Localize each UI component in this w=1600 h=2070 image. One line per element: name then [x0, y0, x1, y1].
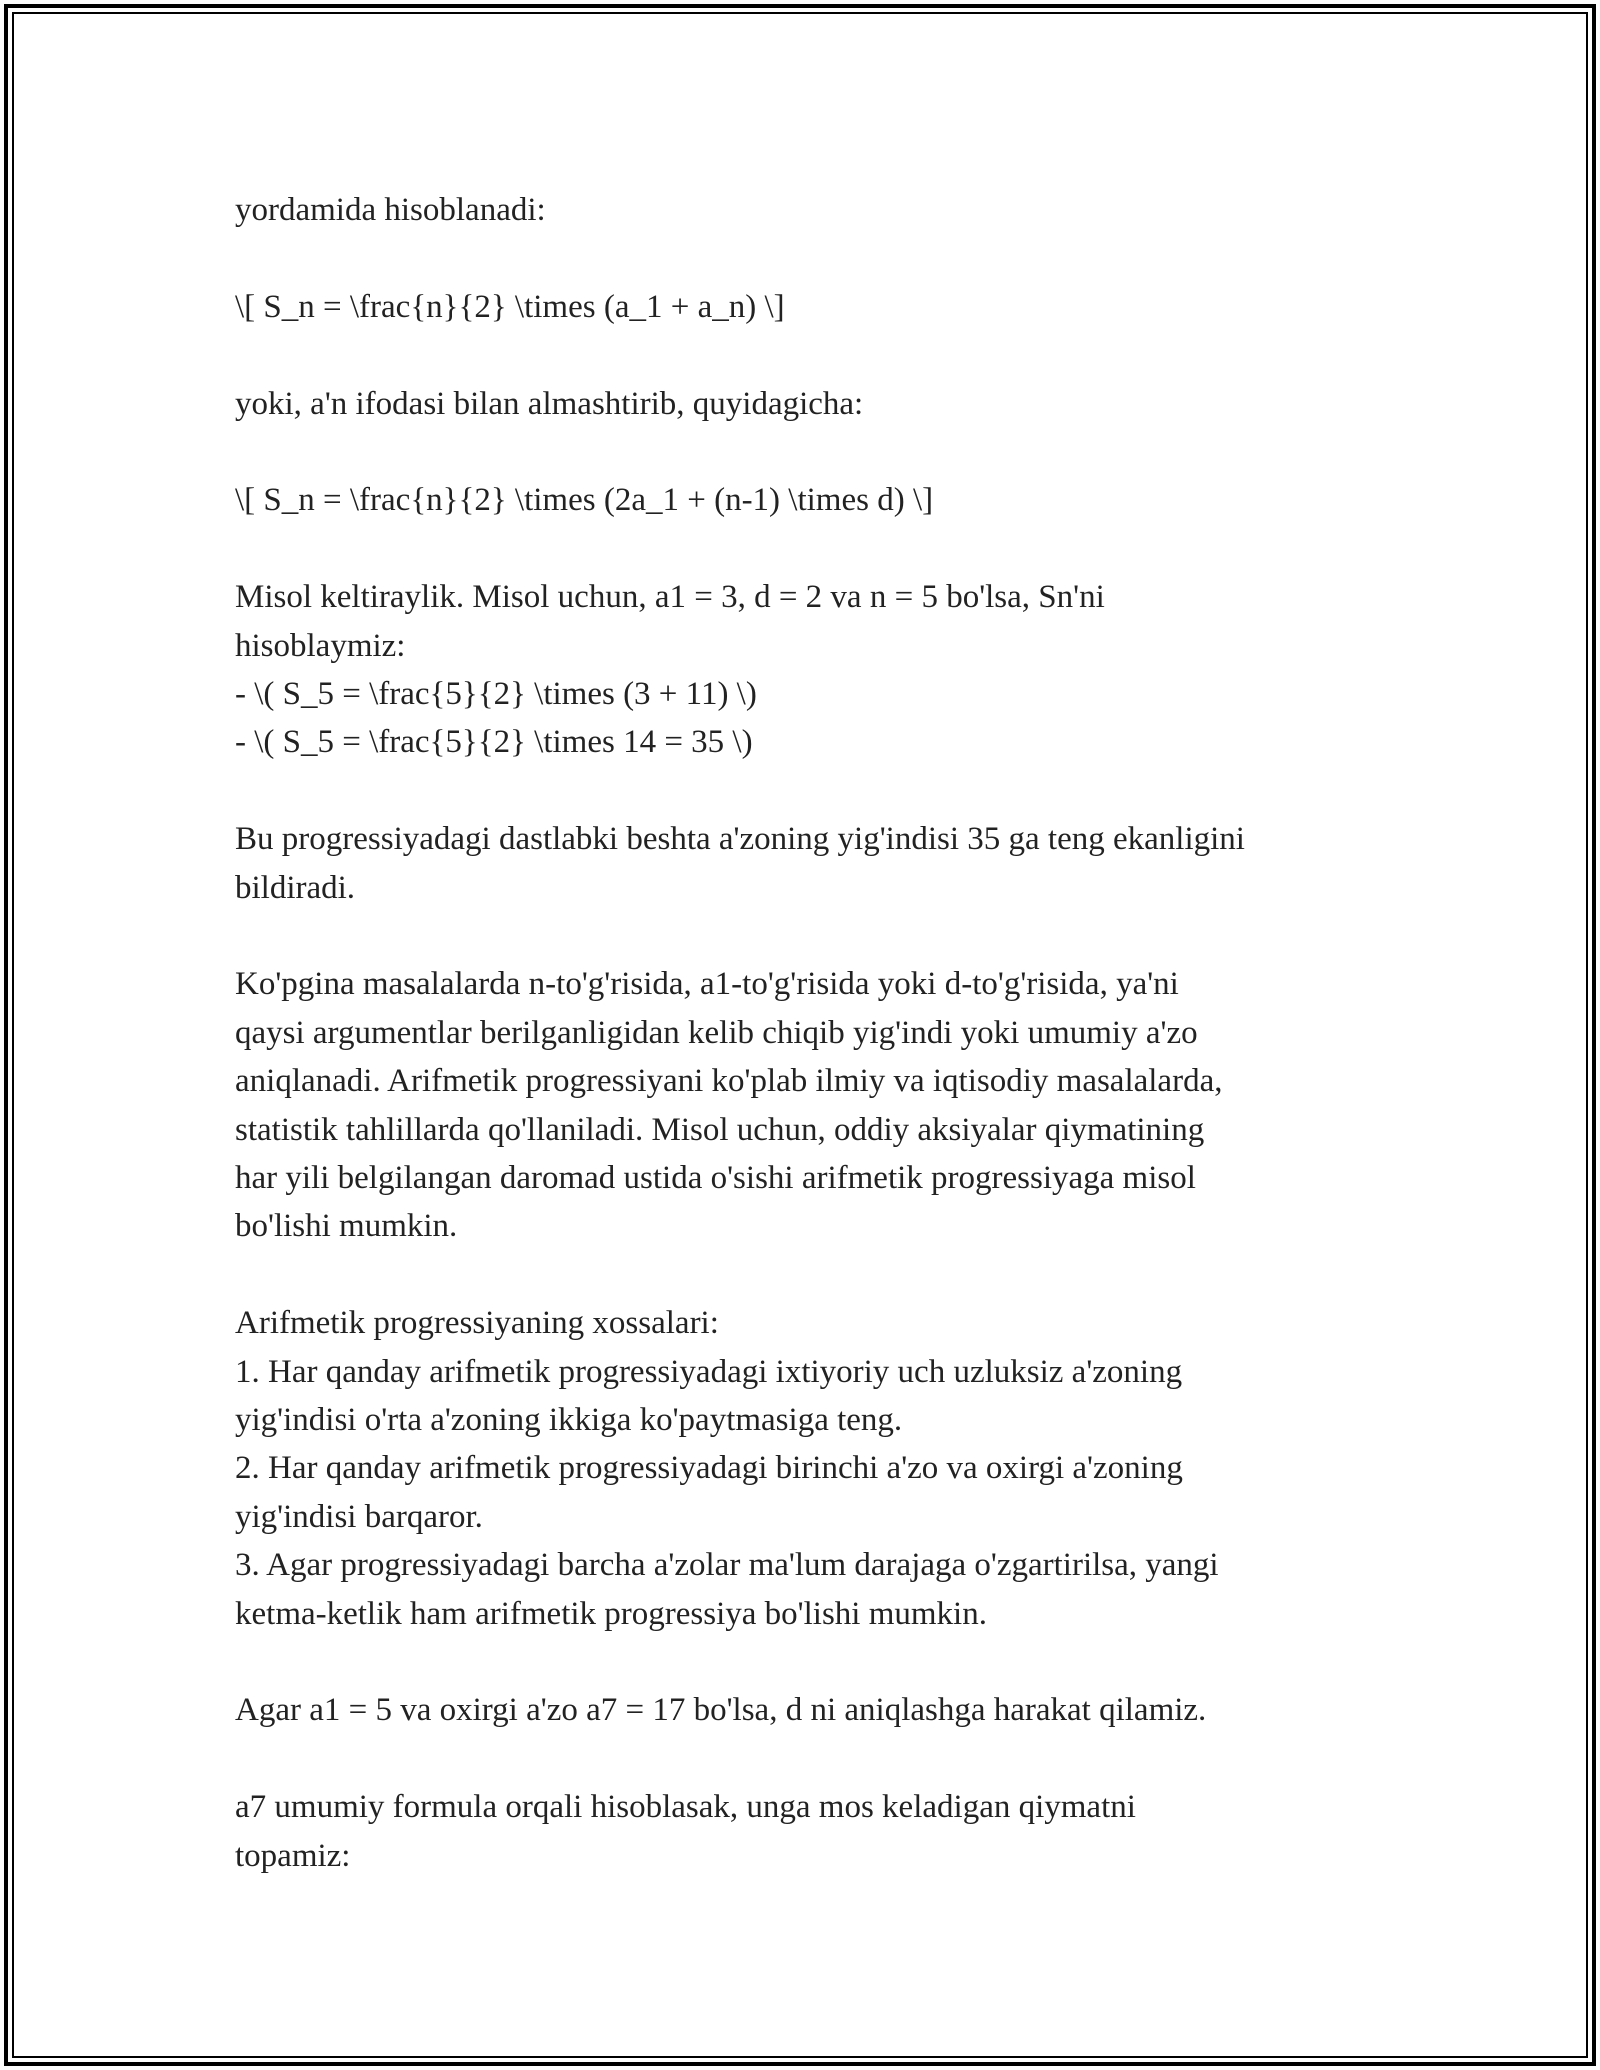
text-line: yoki, a'n ifodasi bilan almashtirib, quyidagicha: [235, 385, 864, 422]
text-line: Ko'pgina masalalarda n-to'g'risida, a1-to'g'risida yoki d-to'g'risida, ya'ni [235, 966, 1179, 1003]
text-line: aniqlanadi. Arifmetik progressiyani ko'plab ilmiy va iqtisodiy masalalarda, [235, 1063, 1223, 1100]
list-item-line: 2. Har qanday arifmetik progressiyadagi birinchi a'zo va oxirgi a'zoning [235, 1450, 1183, 1487]
blank-line [235, 331, 1375, 379]
text-line: yordamida hisoblanadi: [235, 192, 546, 228]
text-line: Bu progressiyadagi dastlabki beshta a'zoning yig'indisi 35 ga teng ekanligini [235, 821, 1245, 858]
text-line: a7 umumiy formula orqali hisoblasak, unga mos keladigan qiymatni [235, 1789, 1136, 1826]
blank-line [235, 912, 1375, 960]
list-item-line: yig'indisi barqaror. [235, 1498, 483, 1535]
text-line: bildiradi. [235, 869, 356, 906]
text-line: bo'lishi mumkin. [235, 1208, 458, 1245]
text-line: har yili belgilangan daromad ustida o'sishi arifmetik progressiyaga misol [235, 1160, 1196, 1197]
text-line: Agar a1 = 5 va oxirgi a'zo a7 = 17 bo'lsa, d ni aniqlashga harakat qilamiz. [235, 1692, 1207, 1729]
text-line: statistik tahlillarda qo'llaniladi. Misol uchun, oddiy aksiyalar qiymatining [235, 1111, 1205, 1148]
document-body [235, 186, 1375, 1880]
list-item-line: 3. Agar progressiyadagi barcha a'zolar ma'lum darajaga o'zgartirilsa, yangi [235, 1547, 1219, 1584]
blank-line [235, 1251, 1375, 1299]
blank-line [235, 234, 1375, 282]
formula-line: - \( S_5 = \frac{5}{2} \times 14 = 35 \) [235, 724, 753, 761]
blank-line [235, 1735, 1375, 1783]
list-item-line: 1. Har qanday arifmetik progressiyadagi ixtiyoriy uch uzluksiz a'zoning [235, 1353, 1183, 1390]
blank-line [235, 428, 1375, 476]
blank-line [235, 767, 1375, 815]
text-line: hisoblaymiz: [235, 627, 406, 664]
text-line: Misol keltiraylik. Misol uchun, a1 = 3, d = 2 va n = 5 bo'lsa, Sn'ni [235, 579, 1105, 616]
section-heading: Arifmetik progressiyaning xossalari: [235, 1305, 719, 1342]
list-item-line: ketma-ketlik ham arifmetik progressiya bo'lishi mumkin. [235, 1595, 987, 1632]
formula-line: \[ S_n = \frac{n}{2} \times (a_1 + a_n) \] [235, 288, 785, 325]
formula-line: - \( S_5 = \frac{5}{2} \times (3 + 11) \) [235, 676, 757, 712]
text-line: topamiz: [235, 1837, 351, 1874]
blank-line [235, 1638, 1375, 1686]
formula-line: \[ S_n = \frac{n}{2} \times (2a_1 + (n-1) \times d) \] [235, 482, 934, 519]
list-item-line: yig'indisi o'rta a'zoning ikkiga ko'paytmasiga teng. [235, 1402, 903, 1439]
blank-line [235, 525, 1375, 573]
text-line: qaysi argumentlar berilganligidan kelib chiqib yig'indi yoki umumiy a'zo [235, 1014, 1198, 1051]
